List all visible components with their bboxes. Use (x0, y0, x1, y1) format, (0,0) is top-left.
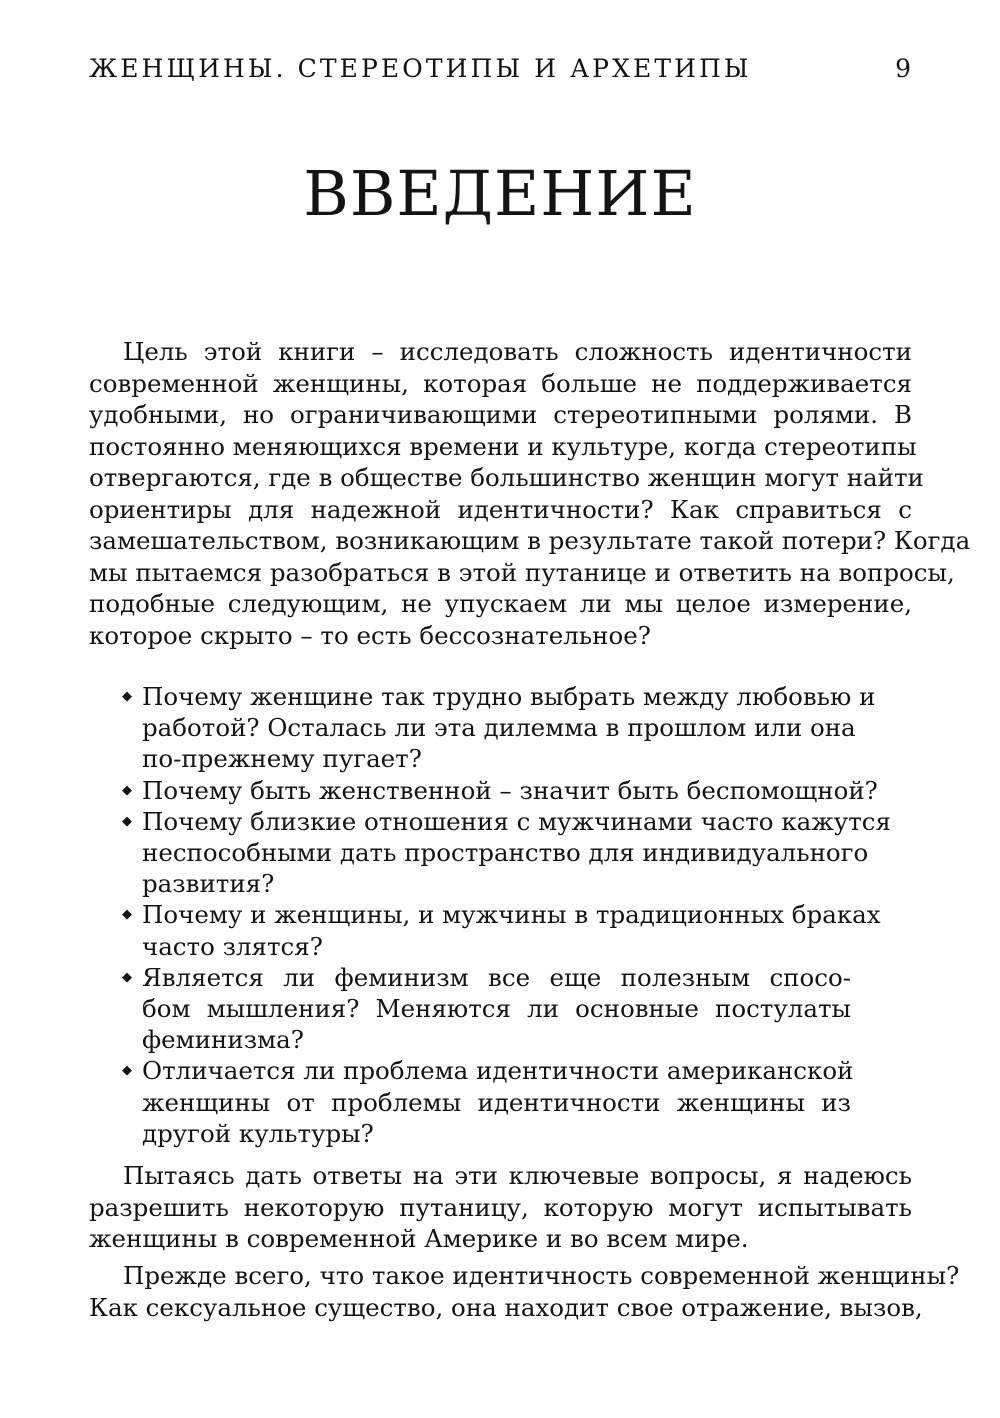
paragraph-line: постоянно меняющихся времени и культуре, когда стереотипы (89, 431, 917, 461)
chapter-title: ВВЕДЕНИЕ (303, 156, 697, 230)
question-line: другой культуры? (142, 1118, 374, 1148)
question-line: неспособными дать пространство для индивидуального (142, 838, 869, 868)
question-item (122, 775, 878, 806)
paragraph-line: Пытаясь дать ответы на эти ключевые вопросы, я надеюсь (123, 1161, 912, 1190)
paragraph-line: подобные следующим, не упускаем ли мы целое измерение, (89, 589, 912, 618)
paragraph-line: ориентиры для надежной идентичности? Как справиться с (89, 494, 912, 524)
paragraph-line: разрешить некоторую путаницу, которую могут испытывать (89, 1192, 912, 1222)
question-line: Является ли феминизм все еще полезным спосо- (142, 962, 851, 992)
question-line: женщины от проблемы идентичности женщины из (142, 1087, 851, 1117)
identity-paragraph (89, 1260, 960, 1323)
question-line: работой? Осталась ли эта дилемма в прошлом или она (142, 713, 856, 743)
question-item (122, 806, 891, 900)
question-line: Почему женщине так трудно выбрать между любовью и (142, 682, 876, 711)
answers-paragraph (89, 1160, 912, 1255)
paragraph-line: Цель этой книги – исследовать сложность идентичности (123, 337, 912, 366)
paragraph-line: удобными, но ограничивающими стереотипными ролями. В (89, 400, 912, 429)
question-line: Почему быть женственной – значит быть беспомощной? (142, 775, 878, 805)
question-line: феминизма? (142, 1025, 304, 1055)
paragraph-line: мы пытаемся разобраться в этой путанице и ответить на вопросы, (89, 557, 955, 587)
question-item (122, 899, 881, 961)
question-item (122, 681, 876, 775)
question-line: часто злятся? (142, 931, 323, 961)
paragraph-line: Прежде всего, что такое идентичность современной женщины? (123, 1261, 960, 1290)
paragraph-line: замешательством, возникающим в результате такой потери? Когда (89, 526, 971, 555)
page-number: 9 (895, 54, 911, 83)
diamond-bullet-icon: ◆ (122, 1063, 132, 1079)
question-line: развития? (142, 869, 275, 899)
question-line: Почему близкие отношения с мужчинами часто кажутся (142, 806, 891, 836)
intro-paragraph (89, 336, 971, 651)
question-line: бом мышления? Меняются ли основные постулаты (142, 994, 851, 1024)
running-title: ЖЕНЩИНЫ. СТЕРЕОТИПЫ И АРХЕТИПЫ (89, 54, 752, 83)
question-line: Отличается ли проблема идентичности американской (142, 1056, 854, 1086)
question-item (122, 962, 851, 1056)
paragraph-line: которое скрыто – то есть бессознательное? (89, 620, 651, 650)
question-line: по-прежнему пугает? (142, 744, 422, 774)
diamond-bullet-icon: ◆ (122, 689, 132, 704)
paragraph-line: женщины в современной Америке и во всем мире. (89, 1224, 749, 1253)
paragraph-line: Как сексуальное существо, она находит свое отражение, вызов, (89, 1292, 923, 1322)
paragraph-line: отвергаются, где в обществе большинство женщин могут найти (89, 463, 924, 492)
questions-list (122, 681, 891, 1149)
question-item (122, 1055, 854, 1149)
diamond-bullet-icon: ◆ (122, 969, 132, 985)
diamond-bullet-icon: ◆ (122, 782, 132, 798)
diamond-bullet-icon: ◆ (122, 813, 132, 829)
paragraph-line: современной женщины, которая больше не поддерживается (89, 368, 912, 398)
diamond-bullet-icon: ◆ (122, 907, 132, 923)
question-line: Почему и женщины, и мужчины в традиционных браках (142, 900, 881, 930)
